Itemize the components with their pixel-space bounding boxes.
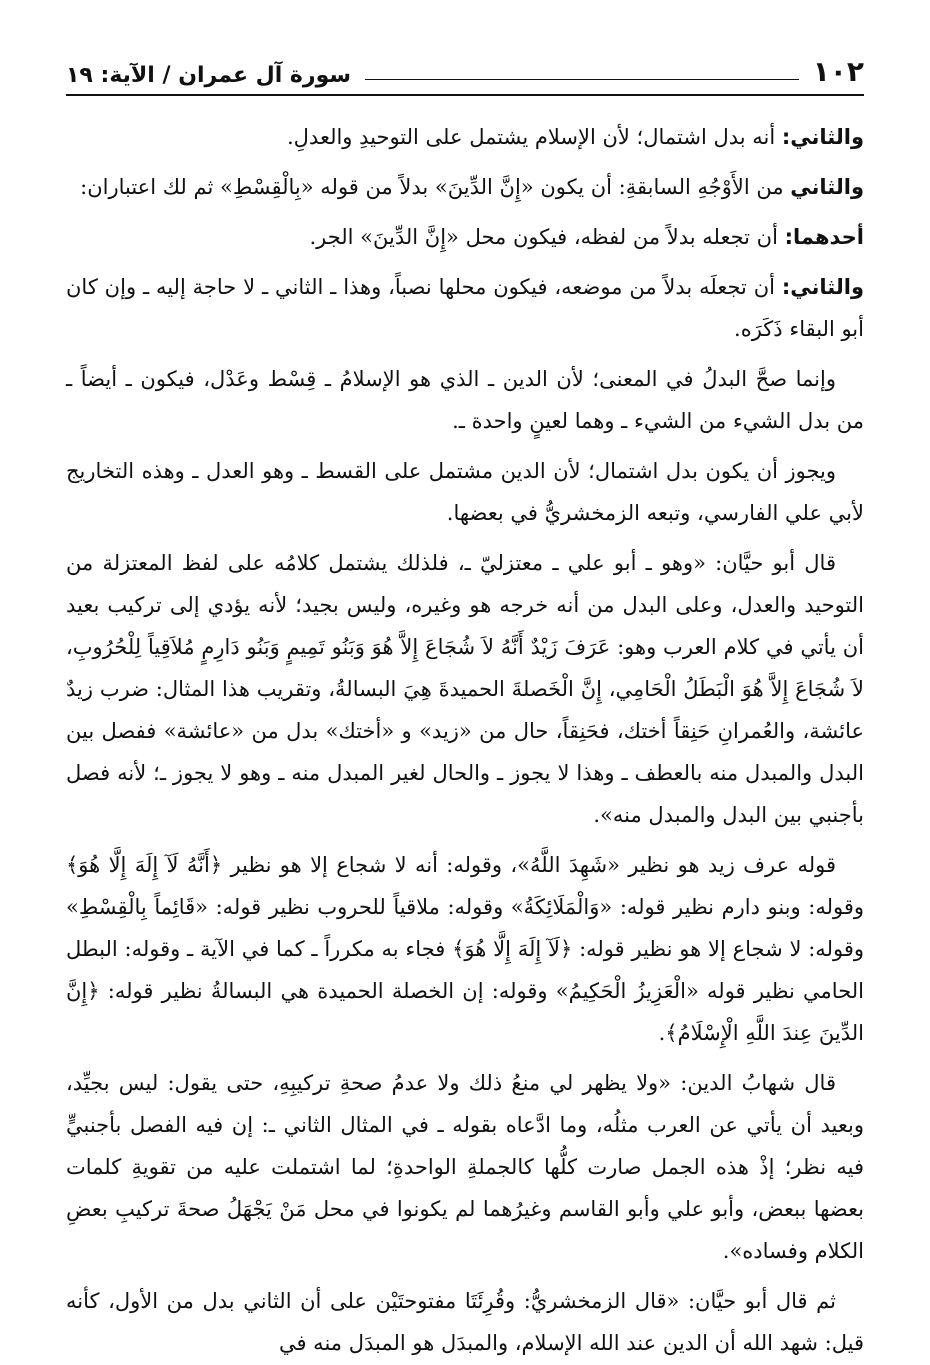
paragraph-text: أن تجعلَه بدلاً من موضعه، فيكون محلها نصباً، وهذا ـ الثاني ـ لا حاجة إليه ـ وإن كان أبو البقاء ذَكَرَه.	[66, 275, 864, 341]
paragraph	[66, 1062, 864, 1272]
paragraph	[66, 358, 864, 442]
paragraph	[66, 216, 864, 258]
paragraph-lead: والثاني:	[781, 125, 864, 149]
paragraph	[66, 542, 864, 836]
paragraph-lead: والثاني	[790, 175, 864, 199]
paragraph-lead: أحدهما:	[784, 225, 864, 249]
paragraph-text: قوله عرف زيد هو نظير «شَهِدَ اللَّهُ»، وقوله: أنه لا شجاع إلا هو نظير ﴿أَنَّهُ لَآ إِلَهَ إِلَّا هُوَ﴾ وقوله: وبنو دارم نظير قوله: «وَالْمَلَائِكَةُ» وقوله: ملاقياً للحروب نظير قوله: «قَائِماً بِالْقِسْطِ» وقوله: لا شجاع إلا هو نظير قوله: ﴿لَآ إِلَهَ إِلَّا هُوَ﴾ فجاء به مكرراً ـ كما في الآية ـ وقوله: البطل الحامي نظير قوله «الْعَزِيزُ الْحَكِيمُ» وقوله: إن الخصلة الحميدة هي البسالةُ نظير قوله: ﴿إِنَّ الدِّينَ عِندَ اللَّهِ الْإِسْلَامُ﴾.	[66, 853, 864, 1045]
page-body	[66, 116, 864, 1364]
paragraph	[66, 844, 864, 1054]
paragraph-text: قال شهابُ الدين: «ولا يظهر لي منعُ ذلك ولا عدمُ صحةِ تركيبِهِ، حتى يقول: ليس بجيِّد، وبعيد أن يأتي عن العرب مثلُه، وما ادَّعاه بقوله ـ في المثال الثاني ـ: إن فيه الفصل بأجنبيٍّ فيه نظر؛ إذْ هذه الجمل صارت كلُّها كالجملةِ الواحدةِ؛ لما اشتملت عليه من تقويةِ كلمات بعضها ببعض، وأبو علي وأبو القاسم وغيرُهما لم يكونوا في محل مَنْ يَجْهَلُ صحةَ تركيبِ بعضِ الكلام وفساده».	[66, 1071, 864, 1263]
paragraph-text: ثم قال أبو حيَّان: «قال الزمخشريُّ: وقُرِئَتَا مفتوحتَيْن على أن الثاني بدل من الأول، كأنه قيل: شهد الله أن الدين عند الله الإسلام، والمبدَل هو المبدَل منه في	[66, 1289, 864, 1355]
paragraph	[66, 266, 864, 350]
surah-verse-label: سورة آل عمران / الآية: ١٩	[66, 63, 352, 88]
paragraph-text: ويجوز أن يكون بدل اشتمال؛ لأن الدين مشتمل على القسط ـ وهو العدل ـ وهذه التخاريج لأبي علي الفارسي، وتبعه الزمخشريُّ في بعضها.	[66, 459, 864, 525]
paragraph-text: أنه بدل اشتمال؛ لأن الإسلام يشتمل على التوحيدِ والعدلِ.	[286, 125, 782, 149]
paragraph-text: أن تجعله بدلاً من لفظه، فيكون محل «إِنَّ الدِّينَ» الجر.	[309, 225, 785, 249]
paragraph	[66, 450, 864, 534]
paragraph-text: من الأَوْجُهِ السابقةِ: أن يكون «إِنَّ الدِّينَ» بدلاً من قوله «بِالْقِسْطِ» ثم لك اعتباران:	[80, 175, 791, 199]
page-header	[66, 40, 864, 96]
paragraph	[66, 166, 864, 208]
header-rule	[365, 79, 799, 80]
page-number: ١٠٢	[812, 55, 864, 88]
paragraph-lead: والثاني:	[781, 275, 864, 299]
paragraph	[66, 116, 864, 158]
paragraph-text: قال أبو حيَّان: «وهو ـ أبو علي ـ معتزليّ ـ، فلذلك يشتمل كلامُه على لفظ المعتزلة من التوحيد والعدل، وعلى البدل من أنه خرجه هو وغيره، وليس بجيد؛ لأنه يؤدي إلى تركيب بعيد أن يأتي في كلام العرب وهو: عَرَفَ زَيْدٌ أَنَّهُ لاَ شُجَاعَ إِلاَّ هُوَ وَبَنُو تَمِيمٍ وَبَنُو دَارِمٍ مُلاَقِياً لِلْحُرُوبِ، لاَ شُجَاعَ إِلاَّ هُوَ الْبَطَلُ الْحَامِي، إِنَّ الْخَصلةَ الحميدةَ هِيَ البسالةُ، وتقريب هذا المثال: ضرب زيدٌ عائشة، والعُمرانِ حَنِقاً أختك، فحَنِقاً، حال من «زيد» و «أختك» بدل من «عائشة» ففصل بين البدل والمبدل منه بالعطف ـ وهذا لا يجوز ـ والحال لغير المبدل منه ـ وهو لا يجوز ـ؛ لأنه فصل بأجنبي بين البدل والمبدل منه».	[66, 551, 864, 827]
paragraph	[66, 1280, 864, 1364]
paragraph-text: وإنما صحَّ البدلُ في المعنى؛ لأن الدين ـ الذي هو الإسلامُ ـ قِسْط وعَدْل، فيكون ـ أيضاً ـ من بدل الشيء من الشيء ـ وهما لعينٍ واحدة ـ.	[66, 367, 864, 433]
